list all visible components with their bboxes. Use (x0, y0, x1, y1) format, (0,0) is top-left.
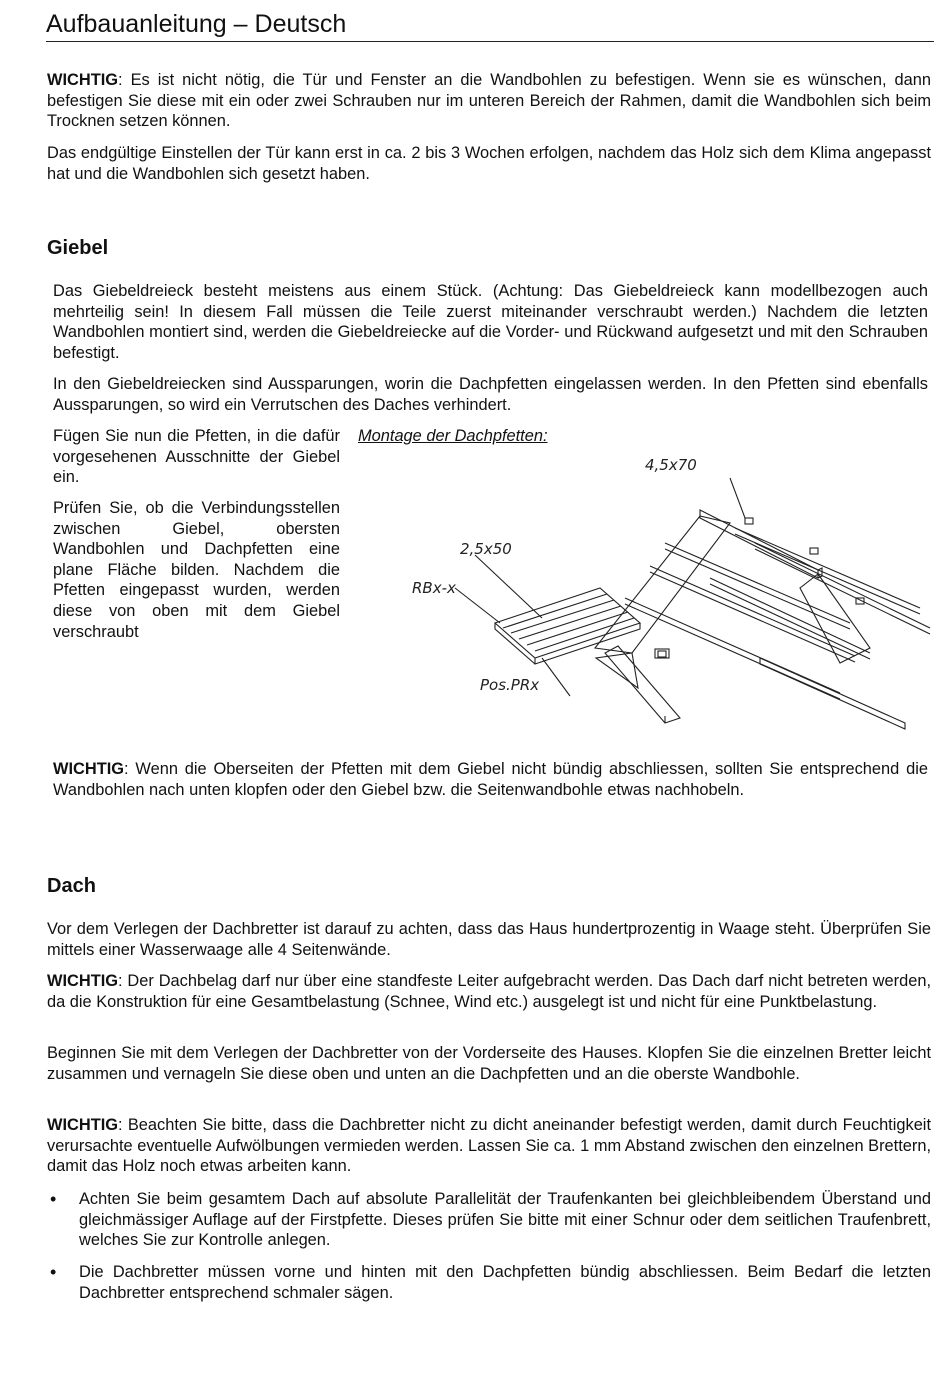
dach-paragraph-2-text: : Der Dachbelag darf nur über eine standfeste Leiter aufgebracht werden. Das Dach darf nicht betreten werden, da die Konstruktion für eine Gesamtbelastung (Schnee, Wind etc.) ausgelegt ist und nicht für eine Punktbelastung. (47, 972, 931, 1011)
dach-bullet-2: Die Dachbretter müssen vorne und hinten mit den Dachpfetten bündig abschliessen. Beim Bedarf die letzten Dachbretter entsprechend schmaler sägen. (79, 1263, 931, 1302)
dach-paragraph-4-text: : Beachten Sie bitte, dass die Dachbretter nicht zu dicht aneinander befestigt werden, damit durch Feuchtigkeit verursachte eventuelle Aufwölbungen vermieden werden. Lassen Sie ca. 1 mm Abstand zwischen den einzelnen Brettern, damit das Holz noch etwas arbeiten kann. (47, 1116, 931, 1176)
dach-paragraph-2 (47, 971, 931, 1012)
leader-board (475, 555, 542, 618)
giebel-note (53, 759, 928, 800)
label-rbx: RBx-x (412, 579, 456, 597)
dach-bullet-1: Achten Sie beim gesamtem Dach auf absolute Parallelität der Traufenkanten bei gleichbleibendem Überstand und gleichmässiger Auflage auf der Firstpfette. Dieses prüfen Sie bitte mit einer Schnur oder dem seitlichen Traufenbrett, welches Sie zur Kontrolle anlegen. (79, 1190, 931, 1250)
leader-pos (542, 658, 570, 696)
important-label: WICHTIG (47, 972, 119, 990)
intro-paragraph-2: Das endgültige Einstellen der Tür kann erst in ca. 2 bis 3 Wochen erfolgen, nachdem das Holz sich dem Klima angepasst hat und die Wandbohlen sich gesetzt haben. (47, 144, 931, 183)
bullet-symbol: • (50, 1262, 57, 1282)
bullet-symbol: • (50, 1189, 57, 1209)
label-purlin-size: 4,5x70 (645, 456, 697, 474)
dach-paragraph-4 (47, 1115, 931, 1177)
intro-paragraph-1 (47, 70, 931, 132)
label-pos: Pos.PRx (480, 676, 540, 694)
page-title: Aufbauanleitung – Deutsch (46, 8, 934, 42)
dach-paragraph-1: Vor dem Verlegen der Dachbretter ist darauf zu achten, dass das Haus hundertprozentig in Waage steht. Überprüfen Sie mittels einer Wasserwaage alle 4 Seitenwände. (47, 920, 931, 959)
section-heading-dach: Dach (47, 875, 96, 897)
leader-purlin (730, 478, 745, 518)
roof-purlin-diagram (400, 448, 940, 738)
giebel-paragraph-1: Das Giebeldreieck besteht meistens aus einem Stück. (Achtung: Das Giebeldreieck kann modellbezogen auch mehrteilig sein! In diesem Fall müssen die Teile zuerst miteinander verschraubt werden.) Nachdem die letzten Wandbohlen montiert sind, werden die Giebeldreiecke auf die Vorder- und Rückwand aufgesetzt und mit den Schrauben befestigt. (53, 282, 928, 362)
label-board-size: 2,5x50 (460, 540, 512, 558)
giebel-paragraph-2: In den Giebeldreiecken sind Aussparungen, worin die Dachpfetten eingelassen werden. In den Pfetten sind ebenfalls Aussparungen, so wird ein Verrutschen des Daches verhindert. (53, 375, 928, 414)
intro-paragraph-1-text: : Es ist nicht nötig, die Tür und Fenster an die Wandbohlen zu befestigen. Wenn sie es wünschen, dann befestigen Sie diese mit ein oder zwei Schrauben nur im unteren Bereich der Rahmen, damit die Wandbohlen sich beim Trocknen setzen können. (47, 71, 931, 131)
front-gable (595, 516, 730, 653)
leader-rbx (455, 588, 500, 623)
section-heading-giebel: Giebel (47, 237, 109, 259)
dach-paragraph-3: Beginnen Sie mit dem Verlegen der Dachbretter von der Vorderseite des Hauses. Klopfen Sie die einzelnen Bretter leicht zusammen und vernageln Sie diese oben und unten an die Dachpfetten und an die oberste Wandbohle. (47, 1044, 931, 1083)
figure-caption: Montage der Dachpfetten: (358, 427, 548, 445)
giebel-note-text: : Wenn die Oberseiten der Pfetten mit dem Giebel nicht bündig abschliessen, sollten Sie entsprechend die Wandbohlen nach unten klopfen oder den Giebel bzw. die Seitenwandbohle etwas nachhobeln. (53, 760, 928, 799)
giebel-paragraph-3: Fügen Sie nun die Pfetten, in die dafür vorgesehenen Ausschnitte der Giebel ein. (53, 427, 340, 487)
important-label: WICHTIG (47, 1116, 119, 1134)
giebel-paragraph-4: Prüfen Sie, ob die Verbindungsstellen zwischen Giebel, obersten Wandbohlen und Dachpfetten eine plane Fläche bilden. Nachdem die Pfetten eingepasst wurden, werden diese von oben mit dem Giebel verschraubt (53, 499, 340, 641)
important-label: WICHTIG (47, 71, 119, 89)
important-label: WICHTIG (53, 760, 125, 778)
